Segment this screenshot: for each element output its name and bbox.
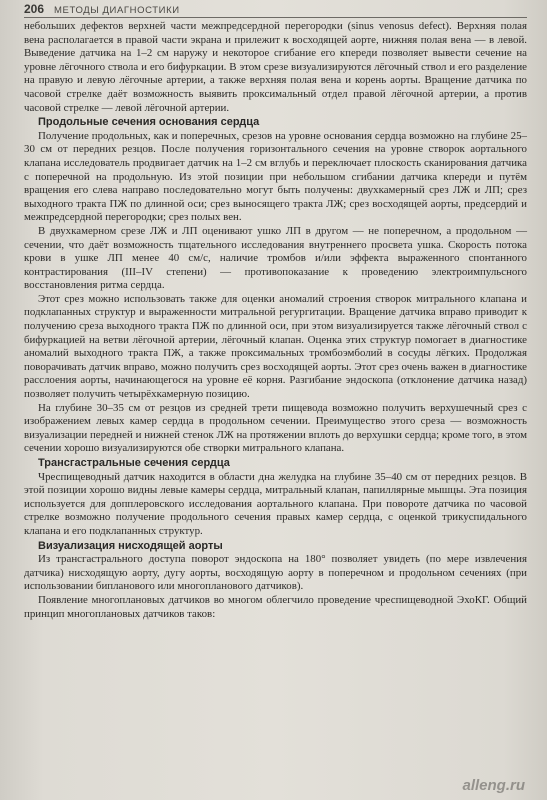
paragraph: небольших дефектов верхней части межпредсердной перегородки (sinus venosus defect). Верхняя полая вена располагается в правой части экрана и прилежит к восходящей аорте, нижняя полая вена — в левой. Выведение датчика на 1–2 см наружу и некоторое сгибание его кпереди позволяет вывести сечение на уровне лёгочного ствола и его бифуркации. В этом срезе визуализируются лёгочный ствол и его разделение на правую и левую лёгочные артерии, а также верхняя полая вена и корень аорты. Вращение датчика по часовой стрелке даёт возможность выявить проксимальный отдел правой лёгочной артерии, а против часовой стрелке — левой лёгочной артерии. — [24, 20, 527, 114]
watermark: alleng.ru — [462, 777, 525, 794]
paragraph: Получение продольных, как и поперечных, срезов на уровне основания сердца возможно на глубине 25–30 см от передних резцов. После получения горизонтального сечения на уровне створок аортального клапана исследователь продвигает датчик на 1–2 см вглубь и переключает плоскость сканирования датчика с поперечной на продольную. Из этой позиции при небольшом сгибании датчика кпереди и путём вращения его слева направо последовательно могут быть получены: двухкамерный срез ЛЖ и ЛП; срез выходного тракта ПЖ по длинной оси; срез выносящего тракта ЛЖ; срез восходящей аорты, предсердий и межпредсердной перегородки; срез полых вен. — [24, 129, 527, 224]
paragraph: Появление многоплановых датчиков во многом облегчило проведение чреспищеводной ЭхоКГ. Общий принцип многоплановых датчиков таков: — [24, 593, 527, 620]
section-heading: Трансгастральные сечения сердца — [38, 457, 230, 469]
running-head: МЕТОДЫ ДИАГНОСТИКИ — [54, 5, 180, 16]
section-heading: Визуализация нисходящей аорты — [38, 539, 223, 552]
page-header — [24, 2, 527, 18]
paragraph: На глубине 30–35 см от резцов из средней трети пищевода возможно получить верхушечный срез с изображением левых камер сердца в продольном сечении. Преимущество этого среза — возможность визуализации передней и нижней стенок ЛЖ на протяжении вплоть до верхушки сердца; кроме того, в этом сечении хорошо визуализируются обе створки митрального клапана. — [24, 401, 527, 455]
page-number: 206 — [24, 2, 45, 16]
body-text — [24, 20, 527, 621]
paragraph: Чреспищеводный датчик находится в области дна желудка на глубине 35–40 см от передних резцов. В этой позиции хорошо видны левые камеры сердца, митральный клапан, папиллярные мышцы. Эта позиция используется для допплеровского исследования аортального клапана. При повороте датчика по часовой стрелке возможно получение продольного сечения правых камер сердца, с оценкой трикуспидального клапана и его подклапанных структур. — [24, 470, 527, 537]
paragraph: В двухкамерном срезе ЛЖ и ЛП оценивают ушко ЛП в другом — не поперечном, а продольном — сечении, что даёт возможность тщательного исследования внутреннего просвета ушка. Скорость потока крови в ушке ЛП менее 40 см/с, наличие тромбов и/или эффекта выраженного спонтанного контрастирования (III–IV степени) — противопоказание к проведению электроимпульсного восстановления ритма сердца. — [24, 224, 527, 292]
paragraph: Из трансгастрального доступа поворот эндоскопа на 180° позволяет увидеть (по мере извлечения датчика) нисходящую аорту, дугу аорты, восходящую аорту в поперечном и продольном сечениях (при использовании бипланового или многопланового датчиков). — [24, 553, 527, 593]
paragraph: Этот срез можно использовать также для оценки аномалий строения створок митрального клапана и подклапанных структур и выраженности митральной регургитации. Вращение датчика вправо приводит к получению среза выходного тракта ПЖ по длинной оси, при этом визуализируется также лёгочный ствол с бифуркацией на ветви лёгочной артерии, лёгочный клапан. Оценка этих структур помогает в диагностике аномалий выходного тракта ПЖ, а также проксимальных тромбоэмболий в сосуды лёгких. Продолжая поворачивать датчик вправо, можно получить срез восходящей аорты. Этот срез очень важен в диагностике расслоения аорты, начинающегося на уровне её корня. Разгибание эндоскопа (отклонение датчика назад) позволяет получить четырёхкамерную позицию. — [24, 292, 527, 401]
section-heading: Продольные сечения основания сердца — [38, 116, 260, 129]
